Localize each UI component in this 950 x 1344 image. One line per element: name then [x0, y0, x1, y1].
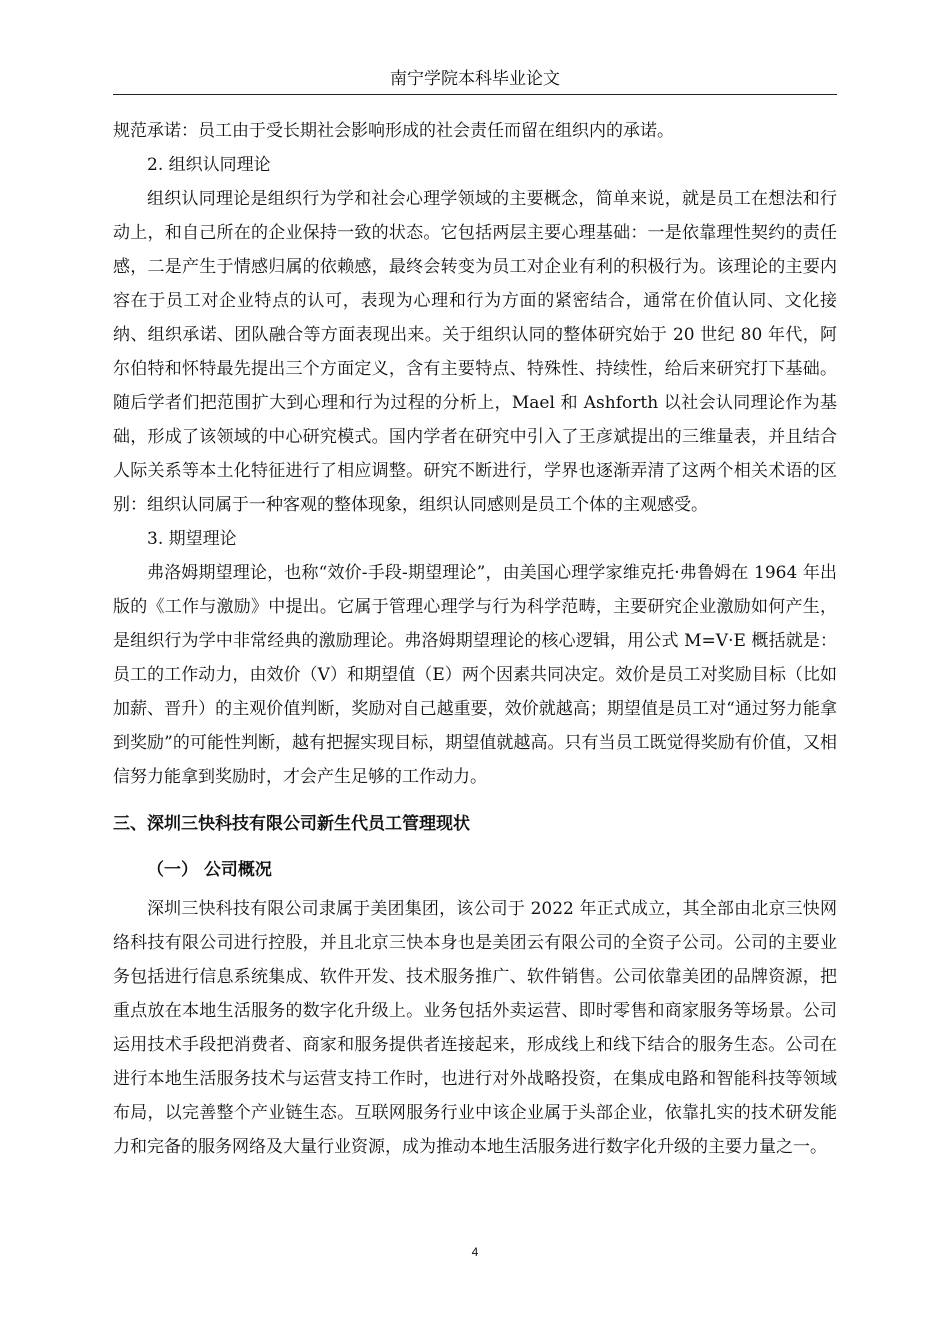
subheading-organizational-identification: 2. 组织认同理论 [147, 155, 271, 175]
page-number: 4 [471, 1245, 479, 1259]
subheading-expectancy-theory: 3. 期望理论 [147, 529, 237, 549]
paragraph-expectancy-theory: 弗洛姆期望理论，也称“效价-手段-期望理论”，由美国心理学家维克托·弗鲁姆在 1964 年出版的《工作与激励》中提出。它属于管理心理学与行为科学范畴，主要研究企业激励如何产生，是组织行为学中非常经典的激励理论。弗洛姆期望理论的核心逻辑，用公式 M=V·E 概括就是：员工的工作动力，由效价（V）和期望值（E）两个因素共同决定。效价是员工对奖励目标（比如加薪、晋升）的主观价值判断，奖励对自己越重要，效价就越高；期望值是员工对“通过努力能拿到奖励”的可能性判断，越有把握实现目标，期望值就越高。只有当员工既觉得奖励有价值，又相信努力能拿到奖励时，才会产生足够的工作动力。 [113, 563, 837, 787]
chapter-heading: 三、深圳三快科技有限公司新生代员工管理现状 [113, 814, 470, 834]
running-header: 南宁学院本科毕业论文 [390, 69, 560, 89]
paragraph-organizational-identification: 组织认同理论是组织行为学和社会心理学领域的主要概念，简单来说，就是员工在想法和行动上，和自己所在的企业保持一致的状态。它包括两层主要心理基础：一是依靠理性契约的责任感，二是产生于情感归属的依赖感，最终会转变为员工对企业有利的积极行为。该理论的主要内容在于员工对企业特点的认可，表现为心理和行为方面的紧密结合，通常在价值认同、文化接纳、组织承诺、团队融合等方面表现出来。关于组织认同的整体研究始于 20 世纪 80 年代，阿尔伯特和怀特最先提出三个方面定义，含有主要特点、特殊性、持续性，给后来研究打下基础。随后学者们把范围扩大到心理和行为过程的分析上，Mael 和 Ashforth 以社会认同理论作为基础，形成了该领域的中心研究模式。国内学者在研究中引入了王彦斌提出的三维量表，并且结合人际关系等本土化特征进行了相应调整。研究不断进行，学界也逐渐弄清了这两个相关术语的区别：组织认同属于一种客观的整体现象，组织认同感则是员工个体的主观感受。 [113, 189, 837, 515]
paragraph-normative-commitment: 规范承诺：员工由于受长期社会影响形成的社会责任而留在组织内的承诺。 [113, 121, 674, 141]
header-rule [113, 94, 837, 95]
section-heading-company-overview: （一） 公司概况 [147, 860, 272, 880]
paragraph-company-overview: 深圳三快科技有限公司隶属于美团集团，该公司于 2022 年正式成立，其全部由北京三快网络科技有限公司进行控股，并且北京三快本身也是美团云有限公司的全资子公司。公司的主要业务包括进行信息系统集成、软件开发、技术服务推广、软件销售。公司依靠美团的品牌资源，把重点放在本地生活服务的数字化升级上。业务包括外卖运营、即时零售和商家服务等场景。公司运用技术手段把消费者、商家和服务提供者连接起来，形成线上和线下结合的服务生态。公司在进行本地生活服务技术与运营支持工作时，也进行对外战略投资，在集成电路和智能科技等领域布局，以完善整个产业链生态。互联网服务行业中该企业属于头部企业，依靠扎实的技术研发能力和完备的服务网络及大量行业资源，成为推动本地生活服务进行数字化升级的主要力量之一。 [113, 899, 837, 1157]
page-body [113, 114, 837, 1164]
